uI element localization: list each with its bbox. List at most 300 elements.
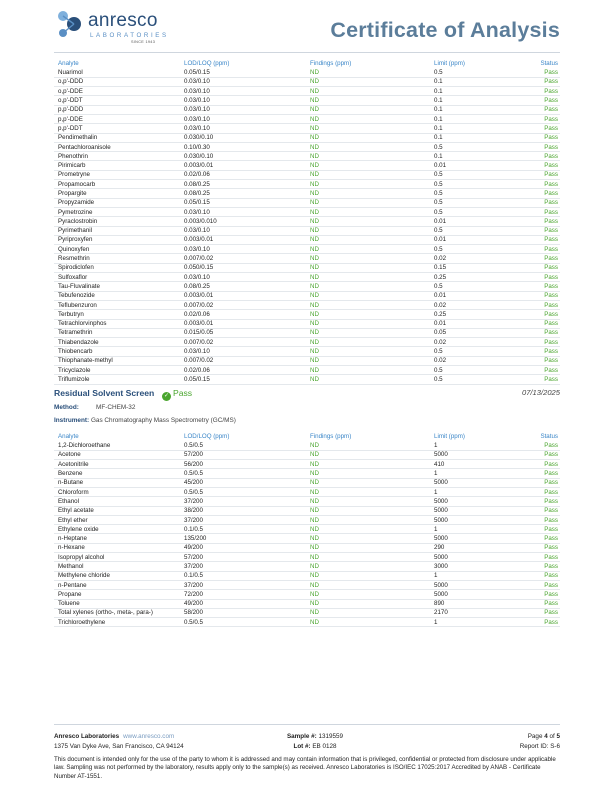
cell-findings: ND (306, 608, 430, 617)
cell-status: Pass (530, 161, 560, 170)
cell-limit: 5000 (430, 553, 530, 562)
residual-solvent-heading: Residual Solvent Screen (54, 388, 155, 398)
table-row (54, 96, 560, 105)
cell-limit: 0.1 (430, 152, 530, 161)
cell-limit: 0.01 (430, 235, 530, 244)
residual-solvent-rows (54, 441, 560, 627)
cell-analyte: o,p'-DDE (54, 87, 180, 96)
cell-lod-loq: 0.030/0.10 (180, 152, 306, 161)
table-row (54, 328, 560, 337)
cell-lod-loq: 0.02/0.06 (180, 170, 306, 179)
cell-status: Pass (530, 189, 560, 198)
cell-limit: 0.02 (430, 338, 530, 347)
cell-status: Pass (530, 114, 560, 123)
cell-findings: ND (306, 618, 430, 627)
cell-lod-loq: 0.003/0.01 (180, 319, 306, 328)
residual-solvent-table (54, 431, 560, 627)
cell-status: Pass (530, 87, 560, 96)
cell-status: Pass (530, 487, 560, 496)
cell-lod-loq: 0.5/0.5 (180, 441, 306, 450)
table-row (54, 590, 560, 599)
cell-limit: 0.25 (430, 310, 530, 319)
page-prefix: Page (527, 733, 543, 740)
table-row (54, 506, 560, 515)
cell-analyte: Prometryne (54, 170, 180, 179)
table-row (54, 347, 560, 356)
cell-lod-loq: 0.10/0.30 (180, 142, 306, 151)
cell-analyte: Thiobencarb (54, 347, 180, 356)
cell-limit: 0.5 (430, 198, 530, 207)
cell-status: Pass (530, 450, 560, 459)
cell-analyte: Pymetrozine (54, 207, 180, 216)
table-row (54, 161, 560, 170)
cell-findings: ND (306, 68, 430, 77)
cell-limit: 0.1 (430, 114, 530, 123)
cell-findings: ND (306, 87, 430, 96)
cell-findings: ND (306, 133, 430, 142)
cell-analyte: Spirodiclofen (54, 263, 180, 272)
report-id-value: S-6 (550, 743, 560, 750)
cell-analyte: Pirimicarb (54, 161, 180, 170)
table-row (54, 263, 560, 272)
lot-number-value: EB 0128 (312, 743, 337, 750)
table-row (54, 217, 560, 226)
cell-limit: 1 (430, 487, 530, 496)
cell-findings: ND (306, 487, 430, 496)
cell-limit: 5000 (430, 590, 530, 599)
footer-page-info (520, 732, 560, 752)
cell-findings: ND (306, 310, 430, 319)
cell-findings: ND (306, 217, 430, 226)
table-row (54, 487, 560, 496)
cell-limit: 0.01 (430, 217, 530, 226)
cell-limit: 0.1 (430, 87, 530, 96)
column-header-status: Status (540, 59, 558, 67)
cell-status: Pass (530, 366, 560, 375)
molecule-logo-icon (54, 10, 90, 40)
cell-status: Pass (530, 515, 560, 524)
cell-limit: 410 (430, 460, 530, 469)
table-row (54, 133, 560, 142)
cell-status: Pass (530, 543, 560, 552)
cell-findings: ND (306, 469, 430, 478)
cell-lod-loq: 49/200 (180, 543, 306, 552)
cell-analyte: n-Heptane (54, 534, 180, 543)
pesticide-rows (54, 68, 560, 384)
cell-findings: ND (306, 553, 430, 562)
cell-findings: ND (306, 590, 430, 599)
cell-limit: 0.15 (430, 263, 530, 272)
cell-status: Pass (530, 478, 560, 487)
cell-lod-loq: 72/200 (180, 590, 306, 599)
cell-findings: ND (306, 226, 430, 235)
cell-analyte: Acetonitrile (54, 460, 180, 469)
cell-findings: ND (306, 291, 430, 300)
cell-lod-loq: 0.02/0.06 (180, 310, 306, 319)
page-title: Certificate of Analysis (330, 18, 560, 42)
cell-findings: ND (306, 571, 430, 580)
cell-lod-loq: 0.03/0.10 (180, 245, 306, 254)
cell-findings: ND (306, 356, 430, 365)
cell-limit: 0.5 (430, 170, 530, 179)
cell-analyte: n-Pentane (54, 580, 180, 589)
cell-analyte: Trichloroethylene (54, 618, 180, 627)
cell-analyte: Pyriproxyfen (54, 235, 180, 244)
cell-limit: 290 (430, 543, 530, 552)
cell-status: Pass (530, 497, 560, 506)
table-row (54, 198, 560, 207)
cell-analyte: Phenothrin (54, 152, 180, 161)
cell-analyte: Propane (54, 590, 180, 599)
cell-lod-loq: 0.03/0.10 (180, 87, 306, 96)
cell-findings: ND (306, 235, 430, 244)
cell-limit: 0.5 (430, 142, 530, 151)
cell-findings: ND (306, 161, 430, 170)
cell-analyte: o,p'-DDT (54, 96, 180, 105)
cell-status: Pass (530, 282, 560, 291)
cell-status: Pass (530, 599, 560, 608)
cell-status: Pass (530, 375, 560, 384)
table-row (54, 478, 560, 487)
cell-limit: 0.01 (430, 161, 530, 170)
table-row (54, 235, 560, 244)
table-row (54, 310, 560, 319)
cell-lod-loq: 0.08/0.25 (180, 189, 306, 198)
table-row (54, 497, 560, 506)
cell-status: Pass (530, 553, 560, 562)
page-total: 5 (556, 733, 560, 740)
table-row (54, 599, 560, 608)
cell-findings: ND (306, 366, 430, 375)
cell-analyte: Chloroform (54, 487, 180, 496)
cell-status: Pass (530, 245, 560, 254)
cell-findings: ND (306, 460, 430, 469)
cell-findings: ND (306, 114, 430, 123)
instrument-line (54, 417, 236, 424)
cell-limit: 1 (430, 469, 530, 478)
table-row (54, 319, 560, 328)
cell-findings: ND (306, 198, 430, 207)
cell-findings: ND (306, 254, 430, 263)
cell-analyte: Total xylenes (ortho-, meta-, para-) (54, 608, 180, 617)
table-row (54, 356, 560, 365)
cell-lod-loq: 0.03/0.10 (180, 114, 306, 123)
table-row (54, 77, 560, 86)
cell-limit: 890 (430, 599, 530, 608)
cell-status: Pass (530, 328, 560, 337)
cell-analyte: Teflubenzuron (54, 300, 180, 309)
cell-analyte: Tricyclazole (54, 366, 180, 375)
cell-lod-loq: 0.05/0.15 (180, 375, 306, 384)
cell-findings: ND (306, 580, 430, 589)
column-header-lod-loq: LOD/LOQ (ppm) (184, 59, 230, 67)
cell-analyte: Ethyl ether (54, 515, 180, 524)
footer-company-name: Anresco Laboratories (54, 733, 120, 740)
cell-status: Pass (530, 618, 560, 627)
cell-findings: ND (306, 207, 430, 216)
column-header-limit: Limit (ppm) (434, 432, 465, 440)
cell-analyte: 1,2-Dichloroethane (54, 441, 180, 450)
table-row (54, 375, 560, 384)
cell-lod-loq: 0.030/0.10 (180, 133, 306, 142)
column-header-findings: Findings (ppm) (310, 59, 352, 67)
cell-status: Pass (530, 571, 560, 580)
cell-status: Pass (530, 460, 560, 469)
cell-analyte: Terbutryn (54, 310, 180, 319)
cell-status: Pass (530, 96, 560, 105)
cell-limit: 0.5 (430, 245, 530, 254)
cell-analyte: Nuarimol (54, 68, 180, 77)
cell-lod-loq: 0.007/0.02 (180, 300, 306, 309)
cell-status: Pass (530, 170, 560, 179)
column-header-findings: Findings (ppm) (310, 432, 352, 440)
cell-findings: ND (306, 96, 430, 105)
cell-analyte: Tebufenozide (54, 291, 180, 300)
cell-findings: ND (306, 338, 430, 347)
logo-since: SINCE 1943 (131, 40, 156, 44)
cell-limit: 5000 (430, 515, 530, 524)
cell-limit: 5000 (430, 534, 530, 543)
cell-limit: 0.02 (430, 300, 530, 309)
cell-status: Pass (530, 310, 560, 319)
cell-findings: ND (306, 450, 430, 459)
cell-analyte: Propyzamide (54, 198, 180, 207)
cell-analyte: Tetrachlorvinphos (54, 319, 180, 328)
cell-analyte: Ethanol (54, 497, 180, 506)
cell-status: Pass (530, 207, 560, 216)
cell-lod-loq: 0.08/0.25 (180, 180, 306, 189)
cell-findings: ND (306, 543, 430, 552)
cell-analyte: Triflumizole (54, 375, 180, 384)
cell-status: Pass (530, 441, 560, 450)
cell-status: Pass (530, 562, 560, 571)
table-row (54, 226, 560, 235)
cell-findings: ND (306, 282, 430, 291)
cell-lod-loq: 56/200 (180, 460, 306, 469)
cell-findings: ND (306, 245, 430, 254)
check-circle-icon: ✓ (163, 393, 170, 399)
method-value: MF-CHEM-32 (96, 404, 136, 411)
cell-status: Pass (530, 180, 560, 189)
table-row (54, 571, 560, 580)
cell-limit: 5000 (430, 497, 530, 506)
cell-findings: ND (306, 478, 430, 487)
table-row (54, 189, 560, 198)
cell-analyte: Propamocarb (54, 180, 180, 189)
cell-limit: 0.25 (430, 273, 530, 282)
cell-lod-loq: 0.5/0.5 (180, 618, 306, 627)
header-divider (54, 52, 560, 53)
cell-findings: ND (306, 562, 430, 571)
cell-limit: 2170 (430, 608, 530, 617)
cell-status: Pass (530, 124, 560, 133)
footer-company-info (54, 732, 184, 752)
cell-lod-loq: 37/200 (180, 580, 306, 589)
instrument-label: Instrument: (54, 417, 90, 424)
cell-status: Pass (530, 198, 560, 207)
column-header-lod-loq: LOD/LOQ (ppm) (184, 432, 230, 440)
cell-lod-loq: 0.5/0.5 (180, 487, 306, 496)
lot-number-label: Lot #: (293, 743, 311, 750)
cell-findings: ND (306, 515, 430, 524)
cell-findings: ND (306, 525, 430, 534)
cell-findings: ND (306, 180, 430, 189)
cell-limit: 0.1 (430, 96, 530, 105)
cell-findings: ND (306, 347, 430, 356)
cell-findings: ND (306, 105, 430, 114)
table-row (54, 207, 560, 216)
cell-analyte: Thiabendazole (54, 338, 180, 347)
table-row (54, 87, 560, 96)
cell-limit: 0.1 (430, 124, 530, 133)
cell-findings: ND (306, 599, 430, 608)
table-row (54, 180, 560, 189)
cell-findings: ND (306, 300, 430, 309)
cell-status: Pass (530, 590, 560, 599)
table-row (54, 515, 560, 524)
cell-status: Pass (530, 142, 560, 151)
instrument-value: Gas Chromatography Mass Spectrometry (GC/MS) (90, 417, 236, 424)
logo-wordmark: anresco (88, 10, 158, 31)
cell-lod-loq: 0.08/0.25 (180, 282, 306, 291)
cell-limit: 0.01 (430, 319, 530, 328)
cell-status: Pass (530, 105, 560, 114)
cell-lod-loq: 0.03/0.10 (180, 77, 306, 86)
cell-findings: ND (306, 152, 430, 161)
pesticide-results-table (54, 58, 560, 385)
company-logo (54, 10, 194, 46)
cell-analyte: Ethyl acetate (54, 506, 180, 515)
report-id-label: Report ID: (519, 743, 549, 750)
cell-analyte: n-Hexane (54, 543, 180, 552)
table-row (54, 534, 560, 543)
cell-status: Pass (530, 273, 560, 282)
column-header-limit: Limit (ppm) (434, 59, 465, 67)
cell-limit: 0.02 (430, 254, 530, 263)
cell-analyte: o,p'-DDD (54, 77, 180, 86)
table-row (54, 300, 560, 309)
cell-findings: ND (306, 77, 430, 86)
cell-status: Pass (530, 263, 560, 272)
cell-analyte: Quinoxyfen (54, 245, 180, 254)
cell-status: Pass (530, 254, 560, 263)
cell-status: Pass (530, 68, 560, 77)
cell-status: Pass (530, 300, 560, 309)
table-row (54, 124, 560, 133)
logo-subtitle: LABORATORIES (90, 32, 169, 39)
cell-limit: 0.5 (430, 68, 530, 77)
cell-status: Pass (530, 534, 560, 543)
cell-findings: ND (306, 124, 430, 133)
residual-test-date: 07/13/2025 (521, 388, 560, 397)
table-row (54, 608, 560, 617)
cell-limit: 1 (430, 441, 530, 450)
table-row (54, 170, 560, 179)
cell-lod-loq: 0.02/0.06 (180, 366, 306, 375)
cell-limit: 0.02 (430, 356, 530, 365)
footer-address: 1375 Van Dyke Ave, San Francisco, CA 94124 (54, 743, 184, 750)
table-row (54, 114, 560, 123)
cell-status: Pass (530, 356, 560, 365)
cell-limit: 0.5 (430, 282, 530, 291)
cell-analyte: Pentachloroanisole (54, 142, 180, 151)
cell-lod-loq: 0.03/0.10 (180, 96, 306, 105)
cell-status: Pass (530, 506, 560, 515)
cell-analyte: Pyrimethanil (54, 226, 180, 235)
table-row (54, 469, 560, 478)
footer-website-link[interactable]: www.anresco.com (123, 733, 175, 740)
cell-limit: 0.5 (430, 226, 530, 235)
cell-status: Pass (530, 319, 560, 328)
page-current: 4 (544, 733, 548, 740)
cell-analyte: Propargite (54, 189, 180, 198)
cell-findings: ND (306, 142, 430, 151)
cell-lod-loq: 0.015/0.05 (180, 328, 306, 337)
cell-limit: 0.5 (430, 375, 530, 384)
cell-limit: 0.5 (430, 207, 530, 216)
table-row (54, 254, 560, 263)
method-line (54, 404, 136, 411)
residual-status-badge (162, 388, 192, 401)
cell-lod-loq: 0.03/0.10 (180, 347, 306, 356)
cell-lod-loq: 135/200 (180, 534, 306, 543)
cell-status: Pass (530, 525, 560, 534)
table-row (54, 338, 560, 347)
cell-analyte: Acetone (54, 450, 180, 459)
cell-analyte: Benzene (54, 469, 180, 478)
cell-findings: ND (306, 263, 430, 272)
cell-limit: 0.1 (430, 133, 530, 142)
table-row (54, 543, 560, 552)
table-row (54, 273, 560, 282)
table-row (54, 441, 560, 450)
cell-status: Pass (530, 338, 560, 347)
cell-lod-loq: 57/200 (180, 553, 306, 562)
cell-lod-loq: 0.003/0.01 (180, 291, 306, 300)
table-row (54, 562, 560, 571)
cell-limit: 1 (430, 525, 530, 534)
cell-findings: ND (306, 170, 430, 179)
cell-findings: ND (306, 375, 430, 384)
cell-analyte: Ethylene oxide (54, 525, 180, 534)
table-row (54, 282, 560, 291)
table-header-row (54, 58, 560, 68)
cell-lod-loq: 0.1/0.5 (180, 571, 306, 580)
cell-status: Pass (530, 347, 560, 356)
cell-status: Pass (530, 580, 560, 589)
table-row (54, 105, 560, 114)
cell-analyte: Thiophanate-methyl (54, 356, 180, 365)
cell-lod-loq: 0.003/0.01 (180, 161, 306, 170)
table-row (54, 525, 560, 534)
legal-disclaimer: This document is intended only for the use of the party to whom it is addressed and may contain information that is privileged, confidential or protected from disclosure under applicable law. Sampling was not performed by the laboratory, results apply only to the sample(s) as received. Anresco Laboratories is ISO/IEC 17025:2017 Accredited by ANAB - Certificate Number AT-1551. (54, 756, 556, 780)
cell-status: Pass (530, 77, 560, 86)
cell-findings: ND (306, 328, 430, 337)
cell-findings: ND (306, 319, 430, 328)
cell-lod-loq: 37/200 (180, 562, 306, 571)
cell-status: Pass (530, 133, 560, 142)
cell-analyte: Tau-Fluvalinate (54, 282, 180, 291)
cell-lod-loq: 37/200 (180, 497, 306, 506)
cell-findings: ND (306, 534, 430, 543)
cell-limit: 0.5 (430, 347, 530, 356)
page-of: of (549, 733, 555, 740)
cell-analyte: Sulfoxaflor (54, 273, 180, 282)
cell-lod-loq: 0.05/0.15 (180, 198, 306, 207)
table-row (54, 450, 560, 459)
cell-status: Pass (530, 291, 560, 300)
cell-limit: 5000 (430, 478, 530, 487)
